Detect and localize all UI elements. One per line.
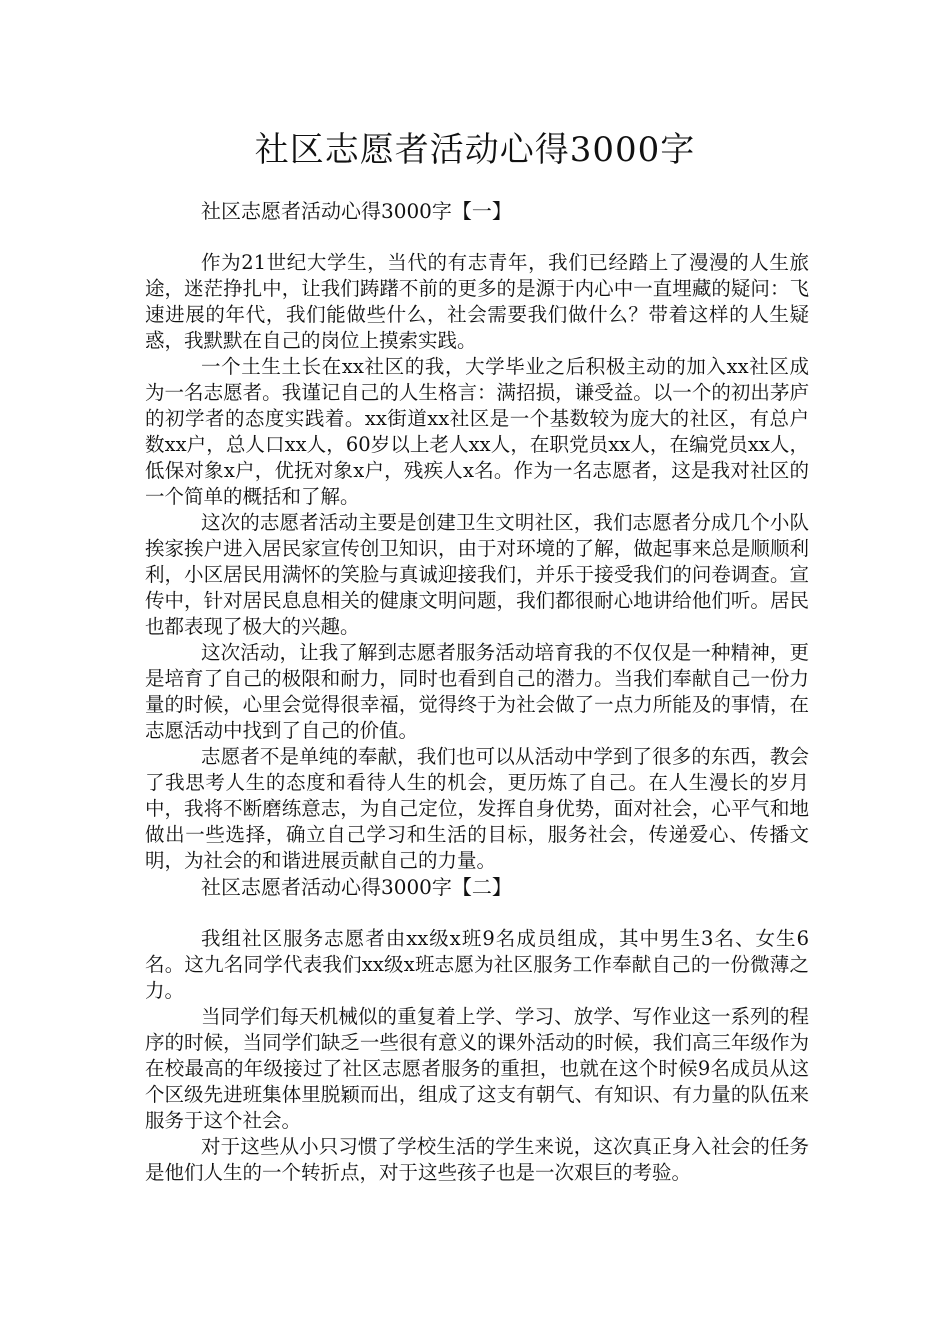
section-heading-1: 社区志愿者活动心得3000字【一】 [201, 199, 512, 223]
section-heading-2: 社区志愿者活动心得3000字【二】 [201, 875, 512, 899]
paragraph: 我组社区服务志愿者由xx级x班9名成员组成，其中男生3名、女生6名。这九名同学代表我们xx级x班志愿为社区服务工作奉献自己的一份微薄之力。 [145, 927, 809, 1002]
paragraph: 一个土生土长在xx社区的我，大学毕业之后积极主动的加入xx社区成为一名志愿者。我谨记自己的人生格言：满招损，谦受益。以一个的初出茅庐的初学者的态度实践着。xx街道xx社区是一个基数较为庞大的社区，有总户数xx户，总人口xx人，60岁以上老人xx人，在职党员xx人，在编党员xx人，低保对象x户，优抚对象x户，残疾人x名。作为一名志愿者，这是我对社区的一个简单的概括和了解。 [145, 355, 809, 508]
paragraph: 这次的志愿者活动主要是创建卫生文明社区，我们志愿者分成几个小队挨家挨户进入居民家宣传创卫知识，由于对环境的了解，做起事来总是顺顺利利，小区居民用满怀的笑脸与真诚迎接我们，并乐于接受我们的问卷调查。宣传中，针对居民息息相关的健康文明问题，我们都很耐心地讲给他们听。居民也都表现了极大的兴趣。 [145, 511, 809, 638]
paragraph: 志愿者不是单纯的奉献，我们也可以从活动中学到了很多的东西，教会了我思考人生的态度和看待人生的机会，更历炼了自己。在人生漫长的岁月中，我将不断磨练意志，为自己定位，发挥自身优势，面对社会，心平气和地做出一些选择，确立自己学习和生活的目标，服务社会，传递爱心、传播文明，为社会的和谐进展贡献自己的力量。 [145, 745, 809, 872]
paragraph: 对于这些从小只习惯了学校生活的学生来说，这次真正身入社会的任务是他们人生的一个转折点，对于这些孩子也是一次艰巨的考验。 [145, 1135, 809, 1184]
spacer [145, 900, 809, 926]
paragraph: 作为21世纪大学生，当代的有志青年，我们已经踏上了漫漫的人生旅途，迷茫挣扎中，让我们踌躇不前的更多的是源于内心中一直埋藏的疑问：飞速进展的年代，我们能做些什么，社会需要我们做什么？带着这样的人生疑惑，我默默在自己的岗位上摸索实践。 [145, 251, 809, 352]
page-title: 社区志愿者活动心得3000字 [254, 130, 696, 170]
spacer [145, 224, 809, 250]
document-body [145, 198, 809, 1186]
paragraph: 当同学们每天机械似的重复着上学、学习、放学、写作业这一系列的程序的时候，当同学们缺乏一些很有意义的课外活动的时候，我们高三年级作为在校最高的年级接过了社区志愿者服务的重担，也就在这个时候9名成员从这个区级先进班集体里脱颖而出，组成了这支有朝气、有知识、有力量的队伍来服务于这个社会。 [145, 1005, 809, 1132]
paragraph: 这次活动，让我了解到志愿者服务活动培育我的不仅仅是一种精神，更是培育了自己的极限和耐力，同时也看到自己的潜力。当我们奉献自己一份力量的时候，心里会觉得很幸福，觉得终于为社会做了一点力所能及的事情，在志愿活动中找到了自己的价值。 [145, 641, 809, 742]
